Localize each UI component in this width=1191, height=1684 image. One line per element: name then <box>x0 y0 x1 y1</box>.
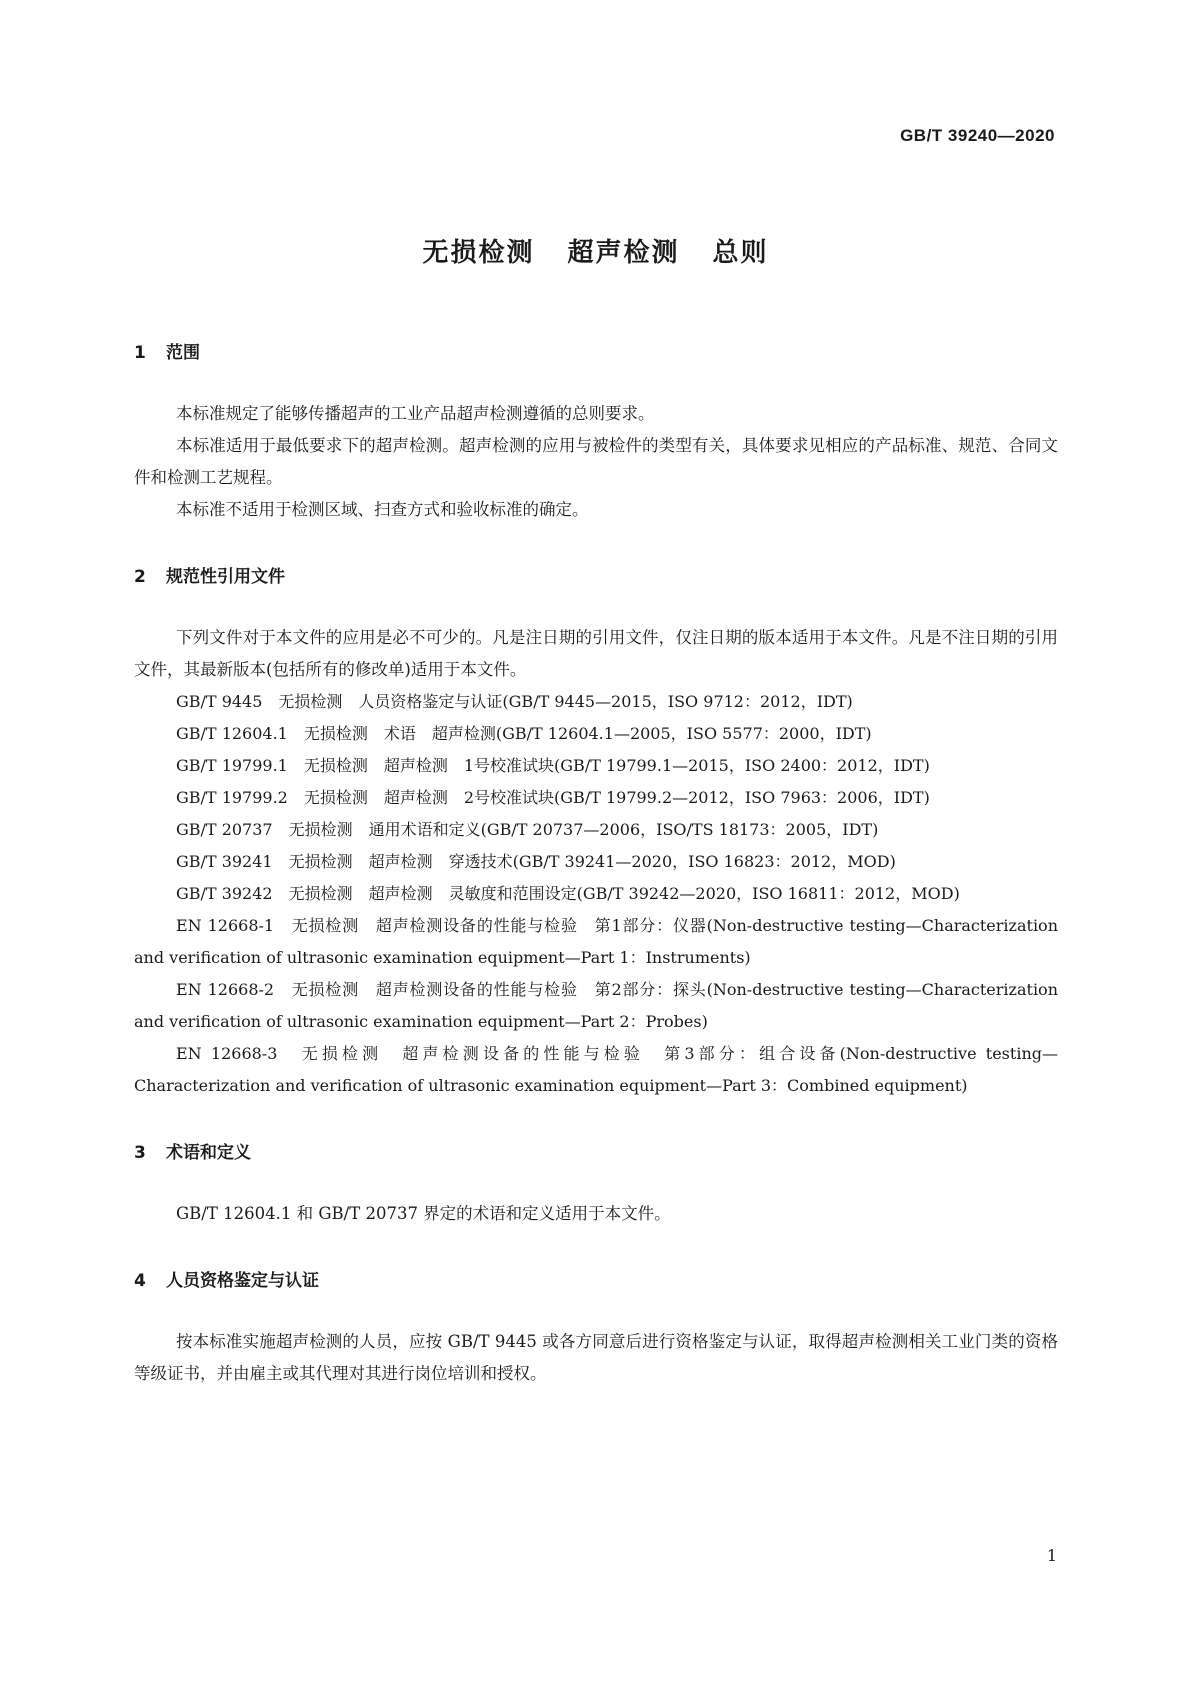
reference-item: GB/T 9445 无损检测 人员资格鉴定与认证(GB/T 9445—2015，ISO 9712：2012，IDT) <box>176 692 853 711</box>
reference-item: GB/T 39241 无损检测 超声检测 穿透技术(GB/T 39241—2020，ISO 16823：2012，MOD) <box>176 852 896 871</box>
section-heading <box>134 562 1058 592</box>
paragraph: 本标准不适用于检测区域、扫查方式和验收标准的确定。 <box>176 500 589 519</box>
section-title: 人员资格鉴定与认证 <box>166 1271 319 1291</box>
page-number: 1 <box>1046 1546 1057 1565</box>
section-title: 术语和定义 <box>166 1143 251 1163</box>
section-title: 规范性引用文件 <box>166 567 285 587</box>
section-personnel <box>134 1266 1058 1390</box>
paragraph: 按本标准实施超声检测的人员，应按 GB/T 9445 或各方同意后进行资格鉴定与认证，取得超声检测相关工业门类的资格等级证书，并由雇主或其代理对其进行岗位培训和授权。 <box>134 1332 1058 1383</box>
document-body <box>134 338 1058 1390</box>
document-title: 无损检测 超声检测 总则 <box>422 238 769 268</box>
reference-item: GB/T 19799.2 无损检测 超声检测 2号校准试块(GB/T 19799.2—2012，ISO 7963：2006，IDT) <box>176 788 930 807</box>
paragraph: 下列文件对于本文件的应用是必不可少的。凡是注日期的引用文件，仅注日期的版本适用于本文件。凡是不注日期的引用文件，其最新版本(包括所有的修改单)适用于本文件。 <box>134 628 1058 679</box>
section-number: 4 <box>134 1271 146 1291</box>
section-normative-references <box>134 562 1058 1102</box>
section-number: 1 <box>134 343 146 363</box>
reference-item: GB/T 39242 无损检测 超声检测 灵敏度和范围设定(GB/T 39242—2020，ISO 16811：2012，MOD) <box>176 884 960 903</box>
section-number: 3 <box>134 1143 146 1163</box>
section-terms <box>134 1138 1058 1230</box>
section-scope <box>134 338 1058 526</box>
reference-item: EN 12668-3 无损检测 超声检测设备的性能与检验 第3部分：组合设备(Non-destructive testing—Characterization and verification of ultrasonic examination equipment—Part 3：Combined equipment) <box>134 1044 1058 1095</box>
section-number: 2 <box>134 567 146 587</box>
paragraph: 本标准适用于最低要求下的超声检测。超声检测的应用与被检件的类型有关，具体要求见相应的产品标准、规范、合同文件和检测工艺规程。 <box>134 436 1058 487</box>
reference-item: EN 12668-2 无损检测 超声检测设备的性能与检验 第2部分：探头(Non-destructive testing—Characterization and verification of ultrasonic examination equipment—Part 2：Probes) <box>134 980 1058 1031</box>
reference-item: GB/T 20737 无损检测 通用术语和定义(GB/T 20737—2006，ISO/TS 18173：2005，IDT) <box>176 820 879 839</box>
paragraph: 本标准规定了能够传播超声的工业产品超声检测遵循的总则要求。 <box>176 404 655 423</box>
reference-item: GB/T 19799.1 无损检测 超声检测 1号校准试块(GB/T 19799.1—2015，ISO 2400：2012，IDT) <box>176 756 930 775</box>
paragraph: GB/T 12604.1 和 GB/T 20737 界定的术语和定义适用于本文件。 <box>176 1204 671 1223</box>
reference-item: EN 12668-1 无损检测 超声检测设备的性能与检验 第1部分：仪器(Non-destructive testing—Characterization and verification of ultrasonic examination equipment—Part 1：Instruments) <box>134 916 1058 967</box>
reference-item: GB/T 12604.1 无损检测 术语 超声检测(GB/T 12604.1—2005，ISO 5577：2000，IDT) <box>176 724 872 743</box>
section-title: 范围 <box>166 343 200 363</box>
section-heading <box>134 1138 1058 1168</box>
section-heading <box>134 1266 1058 1296</box>
section-heading <box>134 338 1058 368</box>
standard-number: GB/T 39240—2020 <box>900 126 1055 145</box>
